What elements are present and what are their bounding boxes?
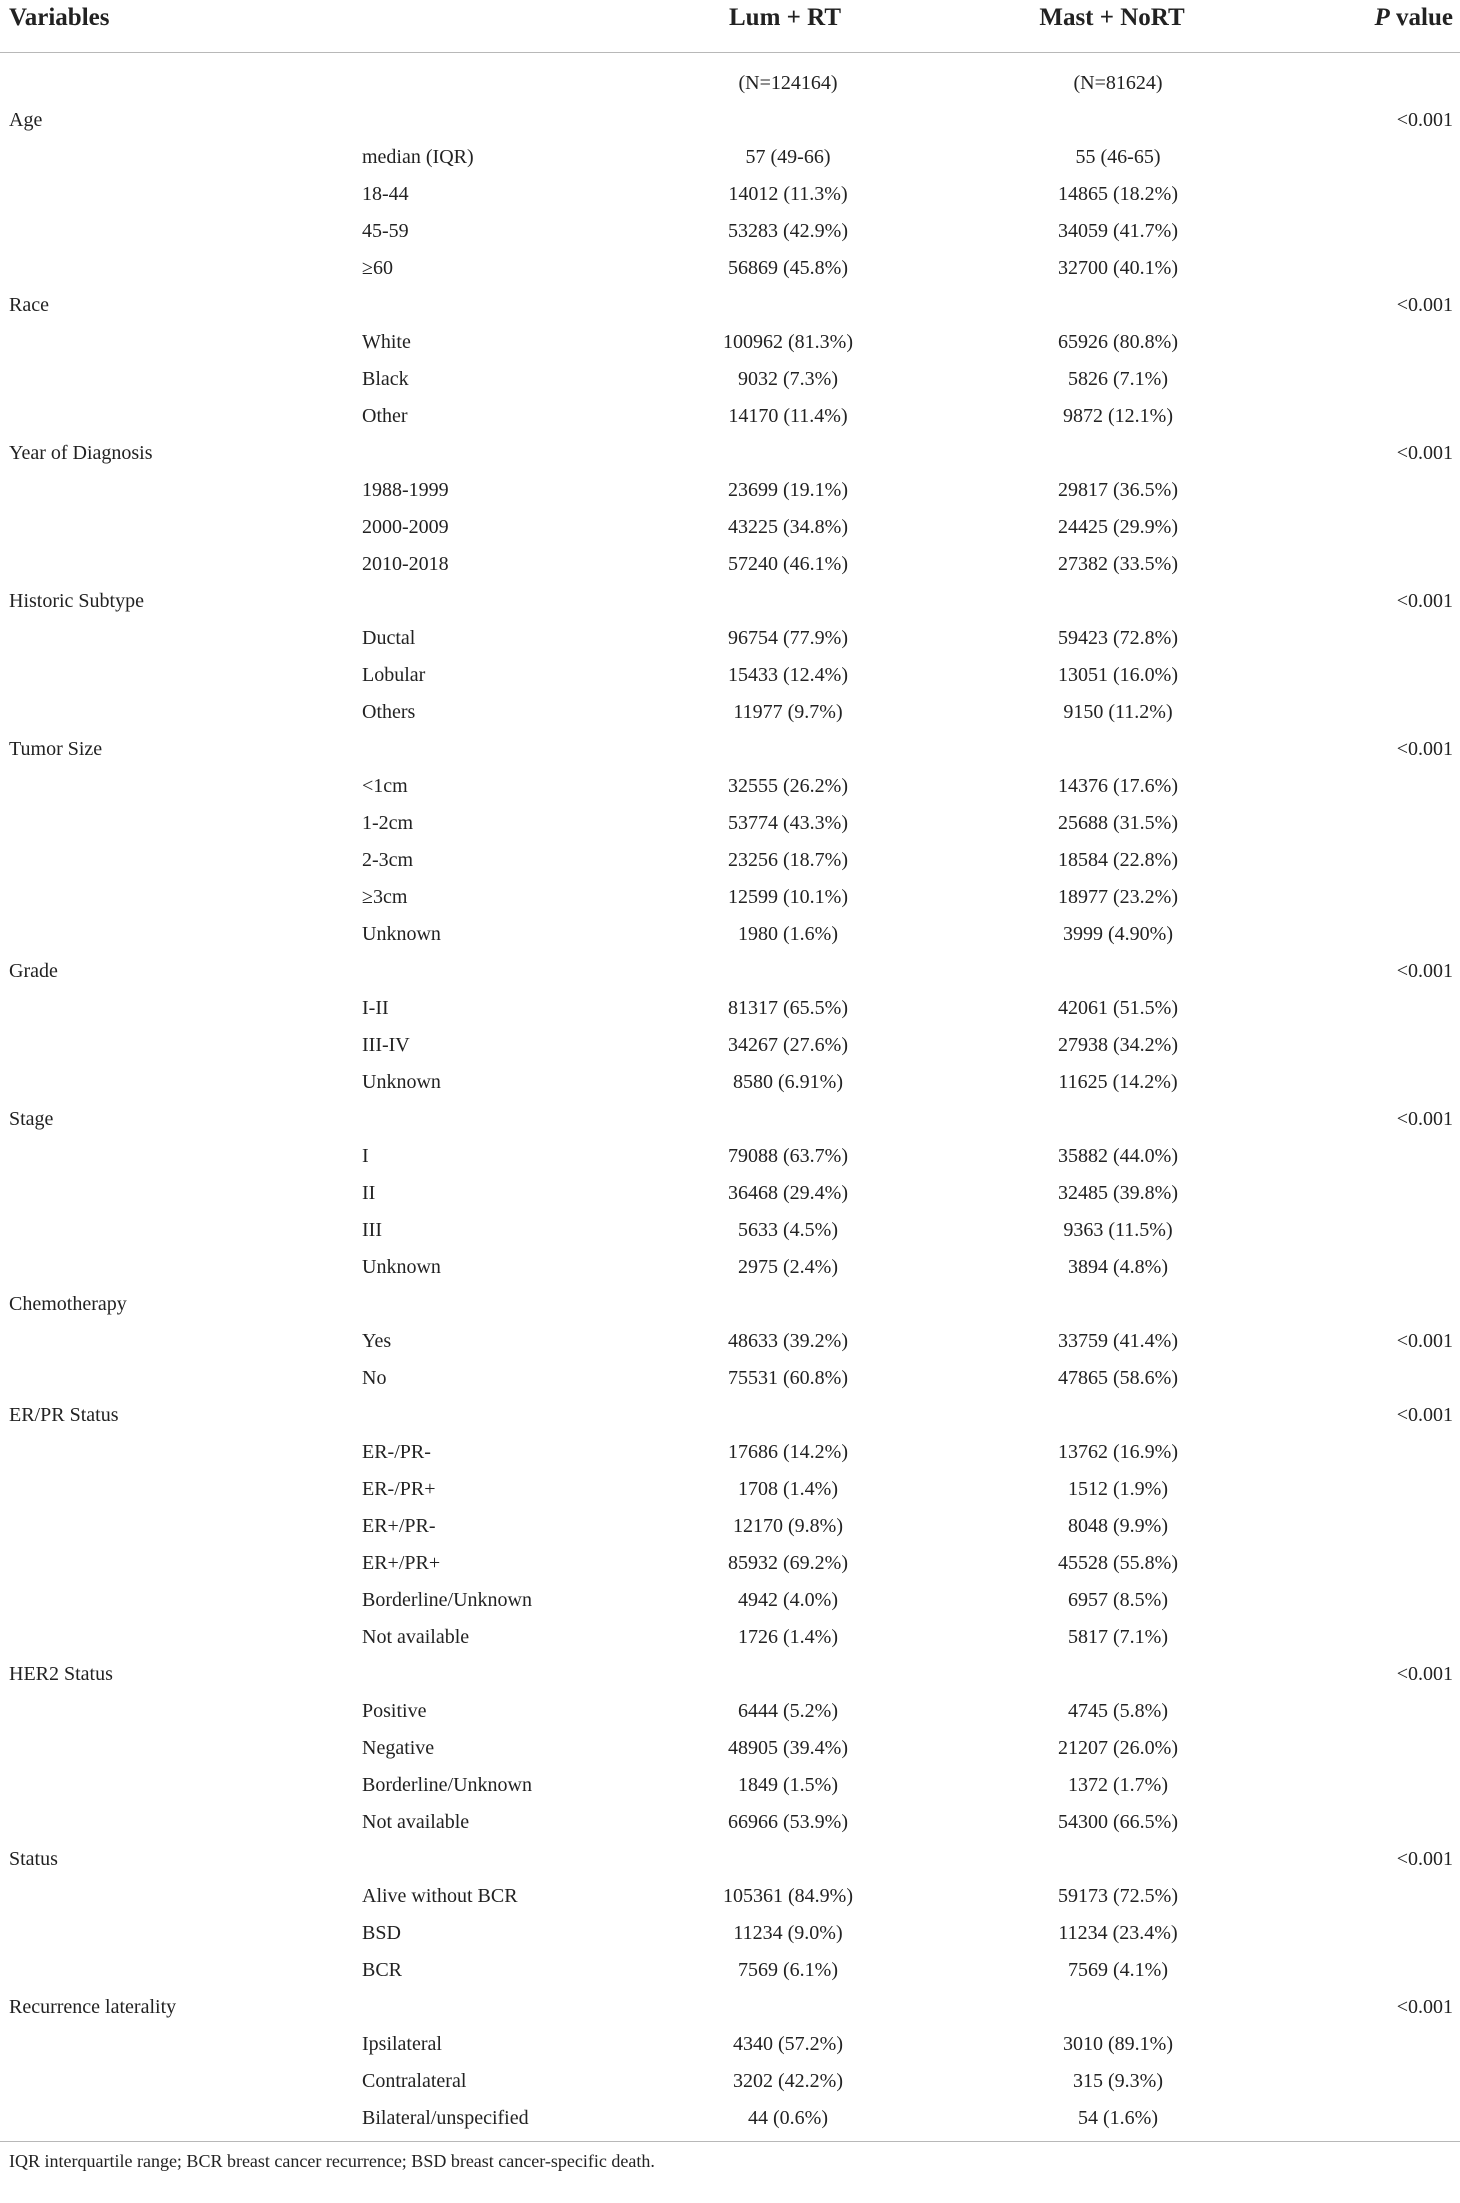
header-mast-nort: Mast + NoRT: [1039, 4, 1185, 31]
table-row: [0, 621, 1460, 658]
table-header-row: [0, 0, 1460, 38]
category-label: Others: [362, 701, 416, 723]
lum-rt-value: 96754 (77.9%): [728, 627, 848, 649]
table-row: [0, 1805, 1460, 1842]
category-label: ≥60: [362, 257, 393, 279]
header-p-rest: value: [1389, 4, 1453, 31]
table-row: [0, 1361, 1460, 1398]
category-label: 1988-1999: [362, 479, 449, 501]
category-label: I-II: [362, 997, 389, 1019]
mast-nort-value: 8048 (9.9%): [1068, 1515, 1168, 1537]
lum-rt-value: 11977 (9.7%): [733, 701, 843, 723]
sample-size-row: [0, 66, 1460, 103]
category-label: BCR: [362, 1959, 403, 1981]
category-label: ER+/PR-: [362, 1515, 436, 1537]
p-value: <0.001: [1396, 1996, 1453, 2018]
p-value: <0.001: [1396, 1108, 1453, 1130]
category-label: 2010-2018: [362, 553, 449, 575]
p-value: <0.001: [1396, 1663, 1453, 1685]
table-row: [0, 1768, 1460, 1805]
lum-rt-value: 53283 (42.9%): [728, 220, 848, 242]
mast-nort-value: 32700 (40.1%): [1058, 257, 1178, 279]
mast-nort-value: 59423 (72.8%): [1058, 627, 1178, 649]
mast-nort-value: 24425 (29.9%): [1058, 516, 1178, 538]
table-row: [0, 1213, 1460, 1250]
lum-rt-value: 2975 (2.4%): [738, 1256, 838, 1278]
mast-nort-value: 47865 (58.6%): [1058, 1367, 1178, 1389]
variable-label: Age: [9, 109, 43, 131]
lum-rt-value: 48905 (39.4%): [728, 1737, 848, 1759]
variable-label: Status: [9, 1848, 58, 1870]
p-value: <0.001: [1396, 1330, 1453, 1352]
lum-rt-value: 48633 (39.2%): [728, 1330, 848, 1352]
table-row: [0, 1139, 1460, 1176]
mast-nort-value: 11234 (23.4%): [1058, 1922, 1178, 1944]
mast-nort-value: 65926 (80.8%): [1058, 331, 1178, 353]
category-label: Other: [362, 405, 408, 427]
table-row: [0, 140, 1460, 177]
group-row: [0, 1990, 1460, 2027]
group-row: [0, 1102, 1460, 1139]
category-label: Positive: [362, 1700, 427, 1722]
lum-rt-value: 12599 (10.1%): [728, 886, 848, 908]
table-row: [0, 991, 1460, 1028]
mast-nort-value: 59173 (72.5%): [1058, 1885, 1178, 1907]
lum-rt-value: 53774 (43.3%): [728, 812, 848, 834]
mast-nort-value: 3010 (89.1%): [1063, 2033, 1173, 2055]
header-p-value: [1375, 4, 1453, 32]
category-label: 2-3cm: [362, 849, 414, 871]
table-row: [0, 1509, 1460, 1546]
header-divider: [0, 52, 1460, 53]
table-row: [0, 1176, 1460, 1213]
lum-rt-value: 4942 (4.0%): [738, 1589, 838, 1611]
table-row: [0, 1879, 1460, 1916]
category-label: <1cm: [362, 775, 408, 797]
category-label: Not available: [362, 1811, 470, 1833]
category-label: Yes: [362, 1330, 392, 1352]
table-row: [0, 1250, 1460, 1287]
table-row: [0, 362, 1460, 399]
category-label: median (IQR): [362, 146, 474, 168]
lum-rt-value: 56869 (45.8%): [728, 257, 848, 279]
mast-nort-value: 4745 (5.8%): [1068, 1700, 1168, 1722]
lum-rt-value: 1708 (1.4%): [738, 1478, 838, 1500]
lum-rt-value: 6444 (5.2%): [738, 1700, 838, 1722]
category-label: Borderline/Unknown: [362, 1589, 532, 1611]
mast-nort-value: 3894 (4.8%): [1068, 1256, 1168, 1278]
variable-label: Chemotherapy: [9, 1293, 127, 1315]
group-row: [0, 1287, 1460, 1324]
category-label: 18-44: [362, 183, 409, 205]
lum-rt-value: 4340 (57.2%): [733, 2033, 843, 2055]
lum-rt-value: 85932 (69.2%): [728, 1552, 848, 1574]
table-row: [0, 1065, 1460, 1102]
mast-nort-value: 18584 (22.8%): [1058, 849, 1178, 871]
n-lum-rt: (N=124164): [738, 72, 838, 94]
category-label: 1-2cm: [362, 812, 414, 834]
mast-nort-value: 27382 (33.5%): [1058, 553, 1178, 575]
mast-nort-value: 54300 (66.5%): [1058, 1811, 1178, 1833]
variable-label: Recurrence laterality: [9, 1996, 177, 2018]
group-row: [0, 436, 1460, 473]
p-value: <0.001: [1396, 1404, 1453, 1426]
mast-nort-value: 13051 (16.0%): [1058, 664, 1178, 686]
lum-rt-value: 44 (0.6%): [748, 2107, 828, 2129]
table-row: [0, 325, 1460, 362]
table-row: [0, 1435, 1460, 1472]
lum-rt-value: 34267 (27.6%): [728, 1034, 848, 1056]
mast-nort-value: 315 (9.3%): [1073, 2070, 1163, 2092]
mast-nort-value: 1512 (1.9%): [1068, 1478, 1168, 1500]
group-row: [0, 103, 1460, 140]
table-row: [0, 177, 1460, 214]
table-row: [0, 658, 1460, 695]
variable-label: ER/PR Status: [9, 1404, 119, 1426]
table-footnote: IQR interquartile range; BCR breast cancer recurrence; BSD breast cancer-specific death.: [9, 2151, 655, 2171]
table-row: [0, 510, 1460, 547]
table-row: [0, 1620, 1460, 1657]
lum-rt-value: 36468 (29.4%): [728, 1182, 848, 1204]
lum-rt-value: 23256 (18.7%): [728, 849, 848, 871]
lum-rt-value: 11234 (9.0%): [733, 1922, 843, 1944]
group-row: [0, 1842, 1460, 1879]
group-row: [0, 954, 1460, 991]
category-label: Unknown: [362, 1256, 441, 1278]
mast-nort-value: 9363 (11.5%): [1063, 1219, 1173, 1241]
lum-rt-value: 32555 (26.2%): [728, 775, 848, 797]
p-value: <0.001: [1396, 294, 1453, 316]
table-row: [0, 1953, 1460, 1990]
category-label: ER-/PR-: [362, 1441, 431, 1463]
mast-nort-value: 9872 (12.1%): [1063, 405, 1173, 427]
table-row: [0, 251, 1460, 288]
mast-nort-value: 25688 (31.5%): [1058, 812, 1178, 834]
table-row: [0, 399, 1460, 436]
mast-nort-value: 7569 (4.1%): [1068, 1959, 1168, 1981]
mast-nort-value: 33759 (41.4%): [1058, 1330, 1178, 1352]
table-body: [0, 103, 1460, 2138]
lum-rt-value: 15433 (12.4%): [728, 664, 848, 686]
mast-nort-value: 34059 (41.7%): [1058, 220, 1178, 242]
table-row: [0, 473, 1460, 510]
category-label: Not available: [362, 1626, 470, 1648]
lum-rt-value: 66966 (53.9%): [728, 1811, 848, 1833]
table-row: [0, 1324, 1460, 1361]
table-row: [0, 880, 1460, 917]
mast-nort-value: 18977 (23.2%): [1058, 886, 1178, 908]
lum-rt-value: 8580 (6.91%): [733, 1071, 843, 1093]
lum-rt-value: 17686 (14.2%): [728, 1441, 848, 1463]
category-label: White: [362, 331, 411, 353]
variable-label: Year of Diagnosis: [9, 442, 153, 464]
category-label: 45-59: [362, 220, 409, 242]
lum-rt-value: 57 (49-66): [745, 146, 831, 168]
group-row: [0, 1398, 1460, 1435]
category-label: BSD: [362, 1922, 401, 1944]
mast-nort-value: 9150 (11.2%): [1063, 701, 1173, 723]
lum-rt-value: 100962 (81.3%): [723, 331, 853, 353]
table-row: [0, 1472, 1460, 1509]
group-row: [0, 1657, 1460, 1694]
category-label: I: [362, 1145, 369, 1167]
table-row: [0, 214, 1460, 251]
category-label: Bilateral/unspecified: [362, 2107, 529, 2129]
mast-nort-value: 55 (46-65): [1075, 146, 1161, 168]
lum-rt-value: 43225 (34.8%): [728, 516, 848, 538]
mast-nort-value: 32485 (39.8%): [1058, 1182, 1178, 1204]
p-value: <0.001: [1396, 1848, 1453, 1870]
mast-nort-value: 5817 (7.1%): [1068, 1626, 1168, 1648]
category-label: Black: [362, 368, 409, 390]
lum-rt-value: 57240 (46.1%): [728, 553, 848, 575]
p-value: <0.001: [1396, 109, 1453, 131]
lum-rt-value: 23699 (19.1%): [728, 479, 848, 501]
header-lum-rt: Lum + RT: [729, 4, 841, 31]
lum-rt-value: 3202 (42.2%): [733, 2070, 843, 2092]
mast-nort-value: 21207 (26.0%): [1058, 1737, 1178, 1759]
table-row: [0, 1916, 1460, 1953]
variable-label: Stage: [9, 1108, 54, 1130]
table-row: [0, 1583, 1460, 1620]
mast-nort-value: 45528 (55.8%): [1058, 1552, 1178, 1574]
lum-rt-value: 1849 (1.5%): [738, 1774, 838, 1796]
p-value: <0.001: [1396, 738, 1453, 760]
mast-nort-value: 13762 (16.9%): [1058, 1441, 1178, 1463]
category-label: Borderline/Unknown: [362, 1774, 532, 1796]
table-row: [0, 2101, 1460, 2138]
category-label: ≥3cm: [362, 886, 408, 908]
lum-rt-value: 5633 (4.5%): [738, 1219, 838, 1241]
category-label: II: [362, 1182, 376, 1204]
lum-rt-value: 12170 (9.8%): [733, 1515, 843, 1537]
header-p-italic: P: [1374, 4, 1390, 31]
category-label: No: [362, 1367, 387, 1389]
category-label: Negative: [362, 1737, 435, 1759]
mast-nort-value: 35882 (44.0%): [1058, 1145, 1178, 1167]
category-label: III: [362, 1219, 382, 1241]
table-row: [0, 1694, 1460, 1731]
table-row: [0, 695, 1460, 732]
group-row: [0, 732, 1460, 769]
category-label: Ipsilateral: [362, 2033, 442, 2055]
category-label: Unknown: [362, 1071, 441, 1093]
table-row: [0, 547, 1460, 584]
n-mast-nort: (N=81624): [1073, 72, 1163, 94]
mast-nort-value: 1372 (1.7%): [1068, 1774, 1168, 1796]
lum-rt-value: 1980 (1.6%): [738, 923, 838, 945]
category-label: III-IV: [362, 1034, 410, 1056]
mast-nort-value: 5826 (7.1%): [1068, 368, 1168, 390]
mast-nort-value: 27938 (34.2%): [1058, 1034, 1178, 1056]
lum-rt-value: 1726 (1.4%): [738, 1626, 838, 1648]
table-row: [0, 2064, 1460, 2101]
p-value: <0.001: [1396, 960, 1453, 982]
group-row: [0, 584, 1460, 621]
mast-nort-value: 11625 (14.2%): [1058, 1071, 1178, 1093]
lum-rt-value: 75531 (60.8%): [728, 1367, 848, 1389]
category-label: Lobular: [362, 664, 426, 686]
lum-rt-value: 14012 (11.3%): [728, 183, 848, 205]
category-label: Unknown: [362, 923, 441, 945]
lum-rt-value: 9032 (7.3%): [738, 368, 838, 390]
lum-rt-value: 79088 (63.7%): [728, 1145, 848, 1167]
table-row: [0, 843, 1460, 880]
table-row: [0, 1028, 1460, 1065]
category-label: ER-/PR+: [362, 1478, 436, 1500]
category-label: Alive without BCR: [362, 1885, 518, 1907]
variable-label: Race: [9, 294, 49, 316]
category-label: ER+/PR+: [362, 1552, 441, 1574]
mast-nort-value: 14376 (17.6%): [1058, 775, 1178, 797]
mast-nort-value: 54 (1.6%): [1078, 2107, 1158, 2129]
category-label: 2000-2009: [362, 516, 449, 538]
table-row: [0, 1731, 1460, 1768]
mast-nort-value: 29817 (36.5%): [1058, 479, 1178, 501]
lum-rt-value: 81317 (65.5%): [728, 997, 848, 1019]
table-row: [0, 1546, 1460, 1583]
mast-nort-value: 14865 (18.2%): [1058, 183, 1178, 205]
variable-label: Grade: [9, 960, 58, 982]
table-row: [0, 917, 1460, 954]
header-variables: Variables: [9, 4, 110, 31]
lum-rt-value: 7569 (6.1%): [738, 1959, 838, 1981]
mast-nort-value: 42061 (51.5%): [1058, 997, 1178, 1019]
category-label: Contralateral: [362, 2070, 467, 2092]
group-row: [0, 288, 1460, 325]
variable-label: HER2 Status: [9, 1663, 113, 1685]
table-row: [0, 2027, 1460, 2064]
category-label: Ductal: [362, 627, 416, 649]
p-value: <0.001: [1396, 590, 1453, 612]
table-row: [0, 769, 1460, 806]
p-value: <0.001: [1396, 442, 1453, 464]
table-row: [0, 806, 1460, 843]
mast-nort-value: 6957 (8.5%): [1068, 1589, 1168, 1611]
variable-label: Historic Subtype: [9, 590, 144, 612]
lum-rt-value: 105361 (84.9%): [723, 1885, 853, 1907]
variable-label: Tumor Size: [9, 738, 103, 760]
mast-nort-value: 3999 (4.90%): [1063, 923, 1173, 945]
lum-rt-value: 14170 (11.4%): [728, 405, 848, 427]
